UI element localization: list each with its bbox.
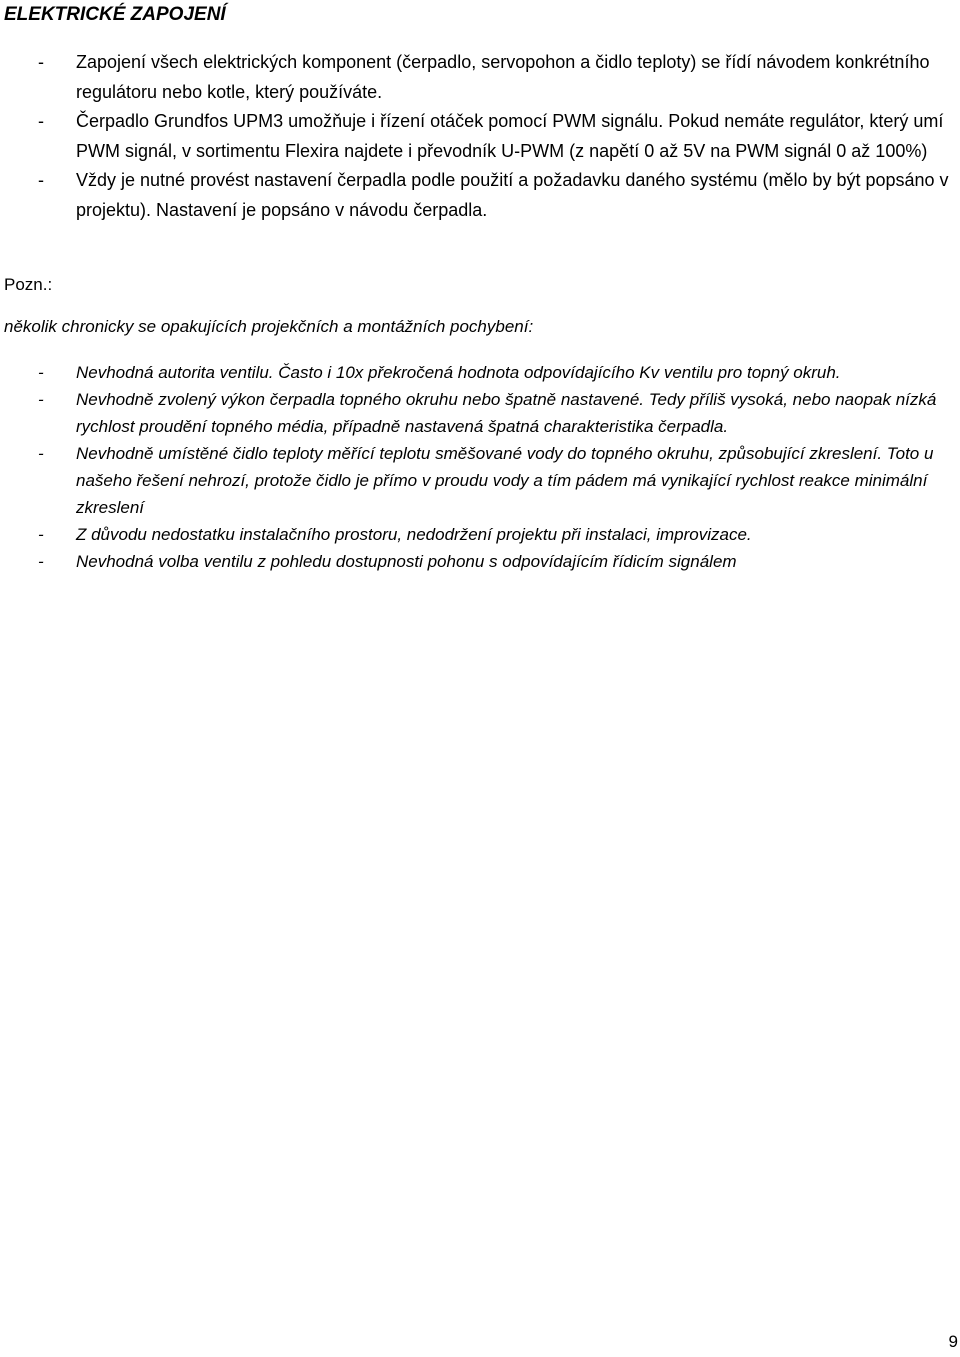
bullet-dash: - [38, 170, 44, 190]
mistakes-list [0, 359, 960, 575]
list-item-text: Nevhodná autorita ventilu. Často i 10x překročená hodnota odpovídajícího Kv ventilu pro topný okruh. [76, 363, 841, 382]
list-item-text: Z důvodu nedostatku instalačního prostoru, nedodržení projektu při instalaci, improvizace. [76, 525, 752, 544]
list-item [0, 548, 960, 575]
list-item-text: Zapojení všech elektrických komponent (čerpadlo, servopohon a čidlo teploty) se řídí návodem konkrétního regulátoru nebo kotle, který používáte. [76, 52, 930, 102]
note-intro: několik chronicky se opakujících projekčních a montážních pochybení: [4, 317, 534, 336]
bullet-dash: - [38, 444, 44, 463]
bullet-dash: - [38, 525, 44, 544]
section-heading: ELEKTRICKÉ ZAPOJENÍ [4, 4, 226, 25]
page-number: 9 [948, 1332, 958, 1351]
list-item [0, 107, 960, 166]
bullet-dash: - [38, 52, 44, 72]
requirements-list [0, 48, 960, 225]
bullet-dash: - [38, 552, 44, 571]
bullet-dash: - [38, 390, 44, 409]
bullet-dash: - [38, 111, 44, 131]
list-item-text: Vždy je nutné provést nastavení čerpadla podle použití a požadavku daného systému (mělo by být popsáno v projektu). Nastavení je popsáno v návodu čerpadla. [76, 170, 949, 220]
list-item [0, 48, 960, 107]
list-item [0, 521, 960, 548]
list-item [0, 166, 960, 225]
list-item-text: Nevhodně umístěné čidlo teploty měřící teplotu směšované vody do topného okruhu, způsobující zkreslení. Toto u našeho řešení nehrozí, protože čidlo je přímo v proudu vody a tím pádem má vynikající rychlost reakce minimální zkreslení [76, 444, 934, 517]
list-item-text: Nevhodně zvolený výkon čerpadla topného okruhu nebo špatně nastavené. Tedy příliš vysoká, nebo naopak nízká rychlost proudění topného média, případně nastavená špatná charakteristika čerpadla. [76, 390, 937, 436]
list-item [0, 440, 960, 521]
note-label: Pozn.: [4, 275, 53, 294]
list-item-text: Čerpadlo Grundfos UPM3 umožňuje i řízení otáček pomocí PWM signálu. Pokud nemáte regulátor, který umí PWM signál, v sortimentu Flexira najdete i převodník U-PWM (z napětí 0 až 5V na PWM signál 0 až 100%) [76, 111, 944, 161]
list-item [0, 359, 960, 386]
bullet-dash: - [38, 363, 44, 382]
list-item [0, 386, 960, 440]
list-item-text: Nevhodná volba ventilu z pohledu dostupnosti pohonu s odpovídajícím řídicím signálem [76, 552, 737, 571]
